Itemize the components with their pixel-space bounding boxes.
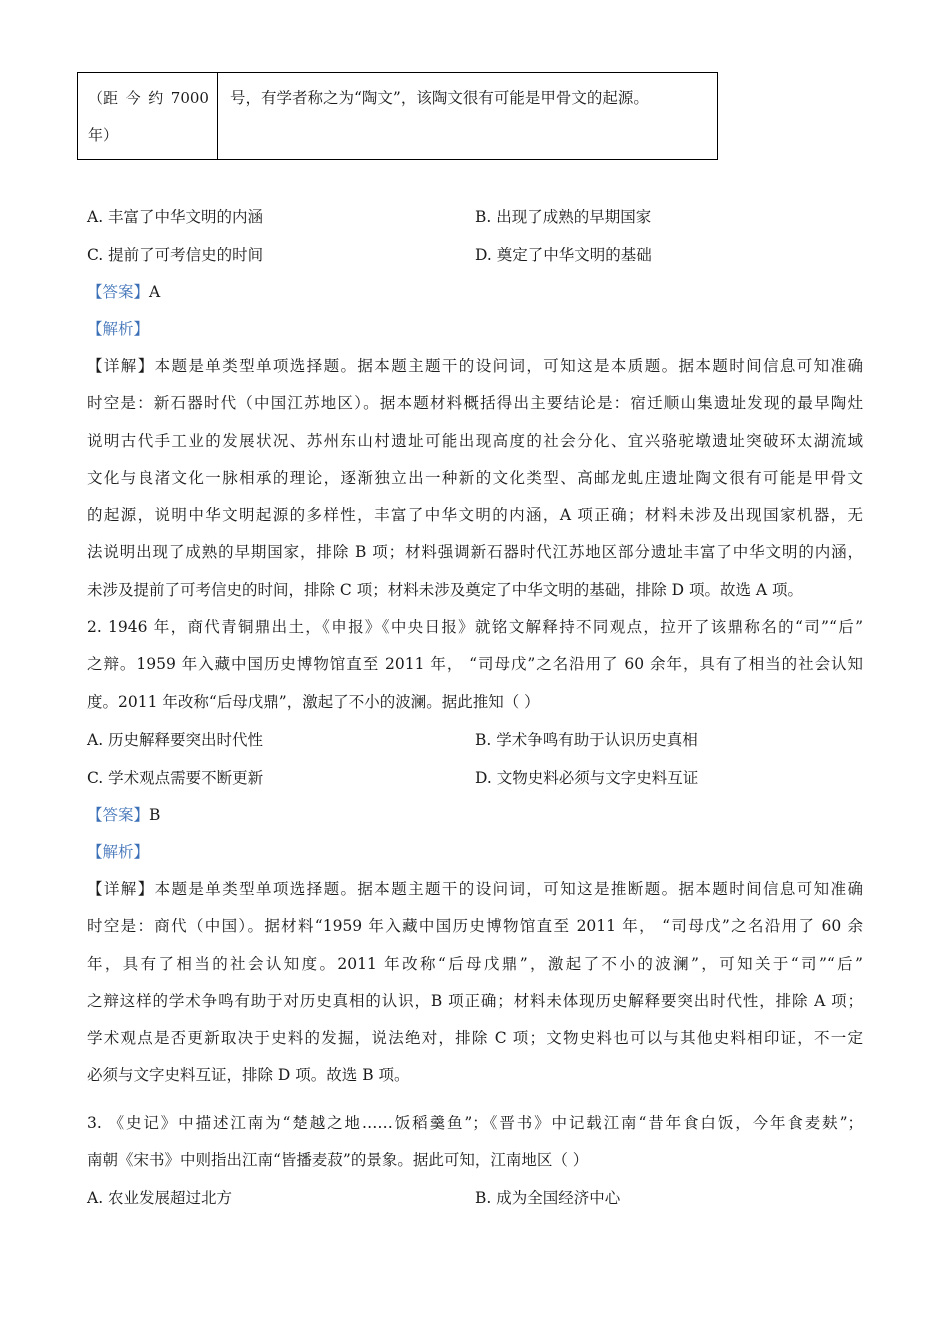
q2-option-b: B. 学术争鸣有助于认识历史真相 bbox=[475, 731, 698, 749]
stem-line: 3. 《史记》中描述江南为“楚越之地……饭稻羹鱼”；《晋书》中记载江南“昔年食白饭，今年食麦麸”； bbox=[87, 1114, 863, 1132]
detail-line: 之辩这样的学术争鸣有助于对历史真相的认识，B 项正确；材料未体现历史解释要突出时代性，排除 A 项； bbox=[87, 991, 863, 1010]
q3-stem bbox=[87, 1105, 863, 1180]
detail-line: 时空是：商代（中国）。据材料“1959 年入藏中国历史博物馆直至 2011 年， “司母戊”之名沿用了 60 余 bbox=[87, 917, 863, 936]
q2-answer bbox=[87, 804, 160, 826]
material-table bbox=[77, 72, 718, 160]
answer-tag: 【答案】 bbox=[87, 283, 150, 301]
detail-line: 学术观点是否更新取决于史料的发掘，说法绝对，排除 C 项；文物史料也可以与其他史料相印证，不一定 bbox=[87, 1029, 863, 1048]
stem-line: 之辩。1959 年入藏中国历史博物馆直至 2011 年， “司母戊”之名沿用了 60 余年，具有了相当的社会认知 bbox=[87, 655, 863, 674]
q1-option-d: D. 奠定了中华文明的基础 bbox=[475, 246, 652, 264]
answer-tag: 【答案】 bbox=[87, 806, 150, 824]
table-time-part: 7000 bbox=[170, 89, 209, 107]
table-content-cell: 号，有学者称之为“陶文”，该陶文很有可能是甲骨文的起源。 bbox=[230, 89, 649, 107]
detail-line: 【详解】本题是单类型单项选择题。据本题主题干的设问词，可知这是本质题。据本题时间信息可知准确 bbox=[87, 357, 863, 375]
detail-line: 【详解】本题是单类型单项选择题。据本题主题干的设问词，可知这是推断题。据本题时间信息可知准确 bbox=[87, 880, 863, 898]
detail-line: 未涉及提前了可考信史的时间，排除 C 项；材料未涉及奠定了中华文明的基础，排除 D 项。故选 A 项。 bbox=[87, 580, 804, 599]
detail-line: 法说明出现了成熟的早期国家，排除 B 项；材料强调新石器时代江苏地区部分遗址丰富了中华文明的内涵， bbox=[87, 543, 863, 562]
stem-line: 2. 1946 年，商代青铜鼎出土，《申报》《中央日报》就铭文解释持不同观点，拉开了该鼎称名的“司”“后” bbox=[87, 618, 863, 636]
q2-option-c: C. 学术观点需要不断更新 bbox=[87, 769, 264, 787]
q1-option-b: B. 出现了成熟的早期国家 bbox=[475, 208, 652, 226]
q3-option-a: A. 农业发展超过北方 bbox=[87, 1189, 233, 1207]
q2-option-d: D. 文物史料必须与文字史料互证 bbox=[475, 769, 699, 787]
detail-tag: 【详解】 bbox=[87, 357, 155, 375]
detail-line: 时空是：新石器时代（中国江苏地区）。据本题材料概括得出主要结论是：宿迁顺山集遗址发现的最早陶灶 bbox=[87, 394, 863, 413]
stem-line: 度。2011 年改称“后母戊鼎”，激起了不小的波澜。据此推知（ ） bbox=[87, 692, 540, 711]
q1-answer bbox=[87, 281, 160, 303]
answer-value: A bbox=[149, 283, 161, 301]
table-time-line2: 年） bbox=[88, 126, 119, 144]
q2-analysis-tag: 【解析】 bbox=[87, 843, 150, 861]
q2-detail bbox=[87, 871, 863, 1095]
answer-value: B bbox=[149, 806, 161, 824]
detail-line: 必须与文字史料互证，排除 D 项。故选 B 项。 bbox=[87, 1066, 410, 1085]
q3-option-b: B. 成为全国经济中心 bbox=[475, 1189, 621, 1207]
detail-line: 年，具有了相当的社会认知度。2011 年改称“后母戊鼎”，激起了不小的波澜”，可知关于“司”“后” bbox=[87, 954, 863, 973]
q1-option-c: C. 提前了可考信史的时间 bbox=[87, 246, 264, 264]
q1-detail bbox=[87, 348, 863, 609]
table-time-part: 今 bbox=[125, 89, 141, 107]
detail-tag: 【详解】 bbox=[87, 880, 155, 898]
detail-line: 的起源，说明中华文明起源的多样性，丰富了中华文明的内涵，A 项正确；材料未涉及出现国家机器，无 bbox=[87, 506, 863, 525]
q2-option-a: A. 历史解释要突出时代性 bbox=[87, 731, 264, 749]
detail-line: 说明古代手工业的发展状况、苏州东山村遗址可能出现高度的社会分化、宜兴骆驼墩遗址突破环太湖流域 bbox=[87, 431, 863, 450]
table-time-cell bbox=[78, 73, 218, 159]
table-time-part: 约 bbox=[148, 89, 164, 107]
q1-analysis-tag: 【解析】 bbox=[87, 320, 150, 338]
q2-stem bbox=[87, 609, 863, 721]
q1-option-a: A. 丰富了中华文明的内涵 bbox=[87, 208, 264, 226]
detail-line: 文化与良渚文化一脉相承的理论，逐渐独立出一种新的文化类型、高邮龙虬庄遗址陶文很有可能是甲骨文 bbox=[87, 468, 863, 487]
table-time-part: （距 bbox=[88, 89, 119, 107]
stem-line: 南朝《宋书》中则指出江南“皆播麦菽”的景象。据此可知，江南地区（ ） bbox=[87, 1151, 589, 1170]
